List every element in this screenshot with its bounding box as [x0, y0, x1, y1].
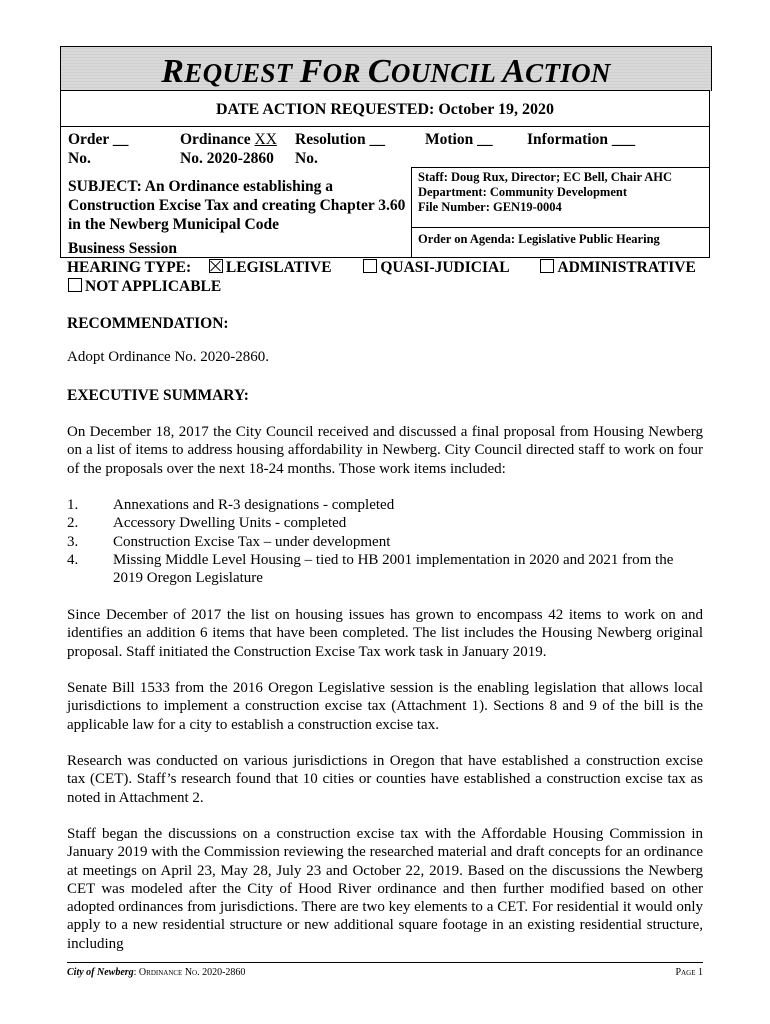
recommendation-text: Adopt Ordinance No. 2020-2860. [67, 349, 270, 365]
list-item: 1. Annexations and R-3 designations - completed [67, 497, 395, 513]
list-item: 2. Accessory Dwelling Units - completed [67, 515, 347, 532]
motion-label: Motion __ [425, 131, 493, 148]
title-banner [60, 46, 712, 91]
hearing-type [67, 258, 696, 296]
subject: SUBJECT: An Ordinance establishing a Construction Excise Tax and creating Chapter 3.60 in the Newberg Municipal Code [68, 178, 406, 233]
summary-intro: On December 18, 2017 the City Council received and discussed a final proposal from Housing Newberg on a list of items to address housing affordability in Newberg. City Council directed staff to work on four of the proposals over the next 18-24 months. Those work items included: [67, 424, 703, 477]
hearing-type-label: HEARING TYPE: [67, 259, 192, 276]
resolution-number: No. [295, 150, 318, 167]
list-item: 3. Construction Excise Tax – under development [67, 533, 391, 550]
business-session: Business Session [68, 240, 177, 257]
summary-paragraph-3: Senate Bill 1533 from the 2016 Oregon Legislative session is the enabling legislation that allows local jurisdictions to implement a construction excise tax (Attachment 1). Sections 8 and 9 of the bill is the applicable law for a city to establish a construction excise tax. [67, 680, 703, 733]
request-form [60, 90, 710, 258]
quasi-judicial-label: QUASI-JUDICIAL [380, 259, 509, 276]
order-on-agenda: Order on Agenda: Legislative Public Hearing [418, 232, 660, 246]
ordinance-number: No. 2020-2860 [180, 150, 274, 167]
order-label: Order __ [68, 131, 129, 148]
list-item: 4. Missing Middle Level Housing – tied to HB 2001 implementation in 2020 and 2021 from the 2019 Oregon Legislature [67, 551, 674, 587]
administrative-label: ADMINISTRATIVE [557, 259, 696, 276]
executive-summary-heading: EXECUTIVE SUMMARY: [67, 387, 249, 404]
quasi-judicial-checkbox[interactable] [363, 259, 377, 273]
page-number: Page 1 [675, 967, 703, 978]
title-word: FOR [299, 53, 361, 90]
recommendation-heading: RECOMMENDATION: [67, 315, 229, 332]
information-label: Information ___ [527, 131, 636, 148]
divider [411, 227, 709, 228]
summary-paragraph-5: Staff began the discussions on a construction excise tax with the Affordable Housing Commission in January 2019 with the Commission reviewing the researched material and draft concepts for an ordinance at meetings on April 23, May 28, July 23 and October 22, 2019. Based on the discussions the Newberg CET was modeled after the City of Hood River ordinance and then further modified based on other adopted ordinances from jurisdictions. There are two key elements to a CET. For residential it would only apply to a new residential structure or new additional square footage in an existing residential structure, including [67, 826, 703, 952]
ordinance-label: Ordinance XX [180, 131, 277, 148]
administrative-checkbox[interactable] [540, 259, 554, 273]
divider [411, 167, 709, 168]
legislative-label: LEGISLATIVE [225, 259, 332, 276]
not-applicable-checkbox[interactable] [68, 278, 82, 292]
department: Department: Community Development [418, 185, 627, 199]
legislative-checkbox[interactable] [209, 259, 223, 273]
date-action-requested: DATE ACTION REQUESTED: October 19, 2020 [215, 101, 555, 118]
not-applicable-label: NOT APPLICABLE [85, 278, 222, 295]
summary-paragraph-4: Research was conducted on various jurisdictions in Oregon that have established a construction excise tax (CET). Staff’s research found that 10 cities or counties have established a construction excise tax as noted in Attachment 2. [67, 753, 703, 806]
staff: Staff: Doug Rux, Director; EC Bell, Chair AHC [418, 170, 673, 184]
page-footer [67, 962, 703, 978]
order-number: No. [68, 150, 91, 167]
footer-left: City of Newberg: Ordinance No. 2020-2860 [67, 967, 246, 978]
summary-paragraph-2: Since December of 2017 the list on housing issues has grown to encompass 42 items to work on and identifies an addition 6 items that have been completed. The list includes the Housing Newberg original proposal. Staff initiated the Construction Excise Tax work task in January 2019. [67, 607, 703, 660]
file-number: File Number: GEN19-0004 [418, 200, 562, 214]
title-word: REQUEST [161, 53, 293, 90]
title-word: COUNCIL [367, 53, 496, 90]
work-items-list [67, 496, 703, 587]
divider [61, 126, 709, 127]
resolution-label: Resolution __ [295, 131, 385, 148]
title-word: ACTION [502, 53, 611, 90]
